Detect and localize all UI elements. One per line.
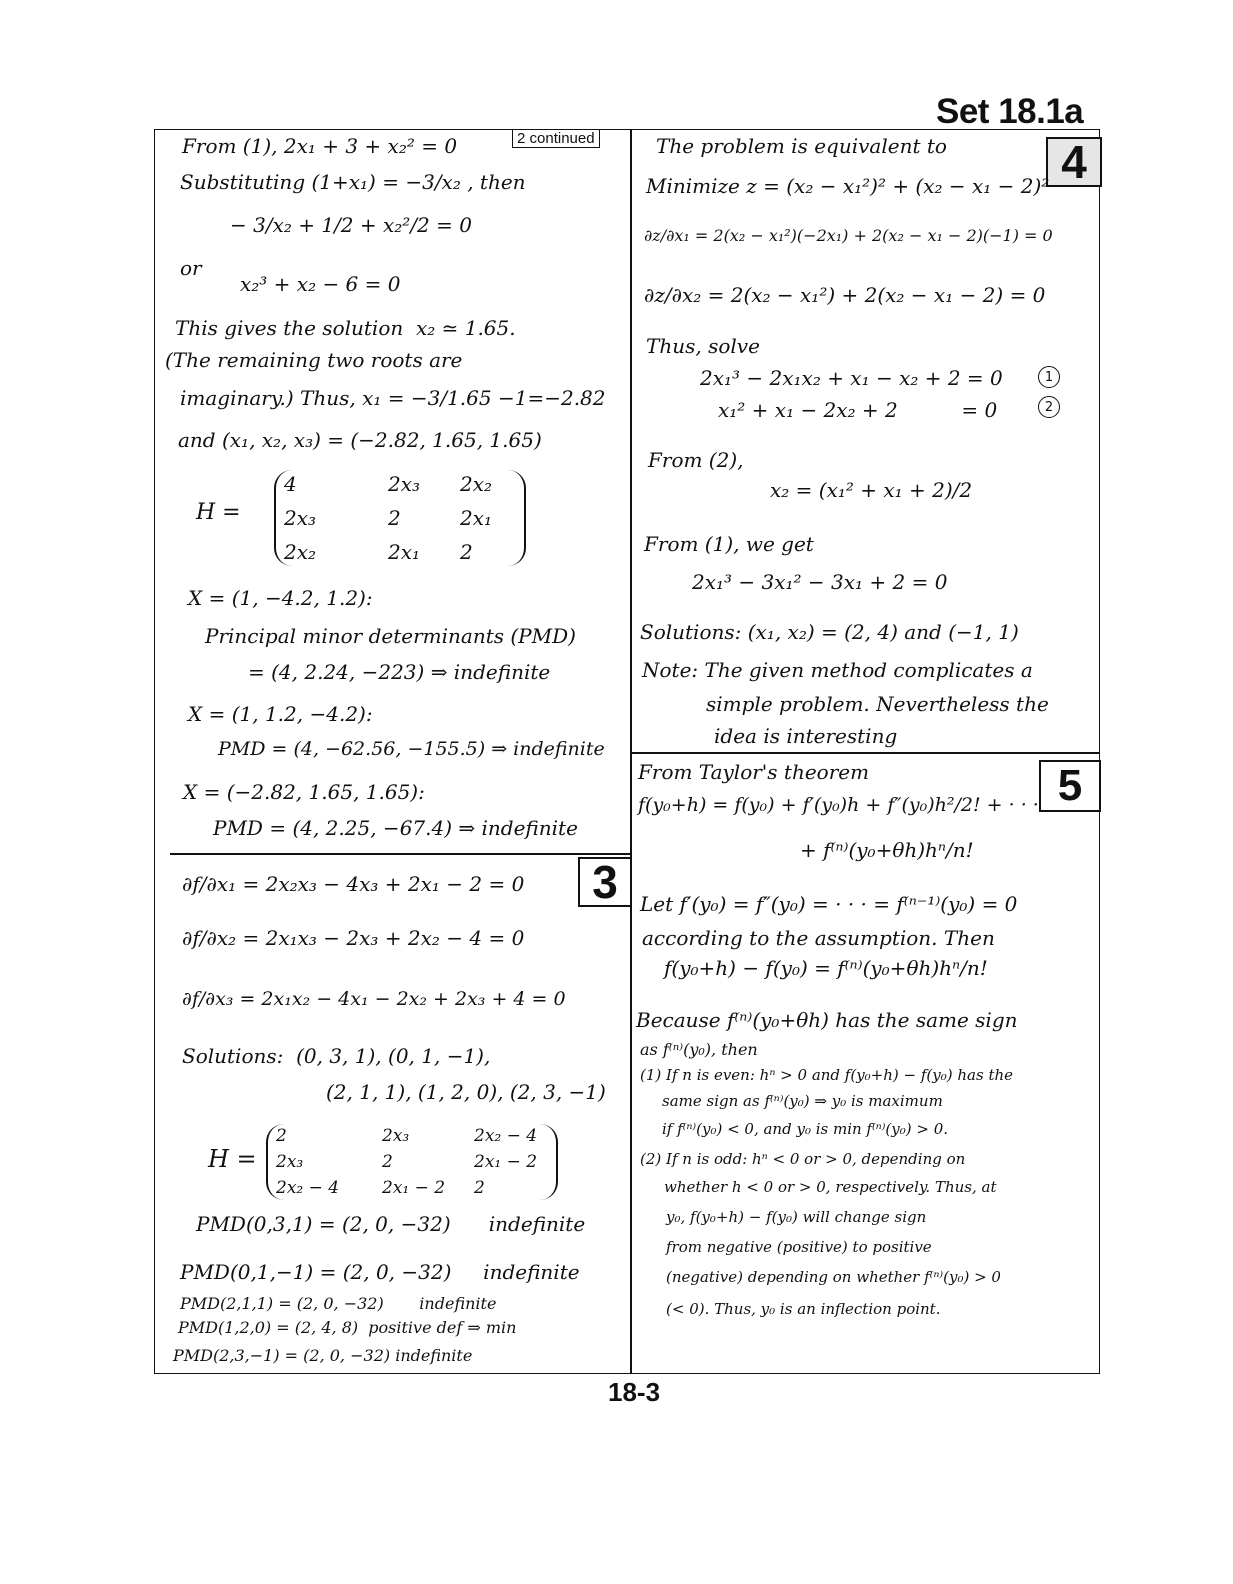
- solution-line: ∂f/∂x₂ = 2x₁x₃ − 2x₃ + 2x₂ − 4 = 0: [182, 926, 525, 950]
- solution-line: simple problem. Nevertheless the: [706, 692, 1049, 716]
- solution-line: PMD(0,1,−1) = (2, 0, −32) indefinite: [180, 1260, 580, 1284]
- solution-line: y₀, f(y₀+h) − f(y₀) will change sign: [666, 1208, 927, 1226]
- solution-line: PMD = (4, −62.56, −155.5) ⇒ indefinite: [218, 738, 605, 760]
- solution-line: according to the assumption. Then: [642, 926, 995, 950]
- solution-line: This gives the solution x₂ ≃ 1.65.: [175, 316, 516, 340]
- matrix-cell: 2x₂ − 4: [474, 1126, 538, 1146]
- solution-line: Because f⁽ⁿ⁾(y₀+θh) has the same sign: [636, 1008, 1018, 1032]
- problem-number-4: 4: [1046, 137, 1102, 187]
- solution-line: f(y₀+h) = f(y₀) + f′(y₀)h + f″(y₀)h²/2! + · · ·: [638, 794, 1039, 816]
- solution-line: 2x₁³ − 2x₁x₂ + x₁ − x₂ + 2 = 0: [700, 366, 1003, 390]
- solution-line: (2, 1, 1), (1, 2, 0), (2, 3, −1): [326, 1080, 606, 1104]
- matrix-cell: 2x₂ − 4: [276, 1178, 340, 1198]
- solution-line: From (1), we get: [644, 532, 814, 556]
- hessian-label: H =: [196, 500, 241, 525]
- equation-marker: 1: [1038, 366, 1060, 388]
- solution-line: (2) If n is odd: hⁿ < 0 or > 0, depending on: [640, 1150, 966, 1168]
- set-title: Set 18.1a: [936, 92, 1084, 131]
- solution-line: or: [180, 256, 202, 280]
- solution-line: X = (1, −4.2, 1.2):: [188, 586, 373, 610]
- solution-line: same sign as f⁽ⁿ⁾(y₀) ⇒ y₀ is maximum: [662, 1092, 943, 1110]
- solution-line: from negative (positive) to positive: [666, 1238, 932, 1256]
- matrix-cell: 2x₁: [388, 540, 421, 564]
- matrix-cell: 2: [382, 1152, 393, 1172]
- matrix-cell: 2x₃: [284, 506, 317, 530]
- solution-line: ∂z/∂x₁ = 2(x₂ − x₁²)(−2x₁) + 2(x₂ − x₁ − 2)(−1) = 0: [644, 226, 1053, 245]
- section-divider-left: [170, 853, 630, 855]
- matrix-cell: 2x₃: [382, 1126, 410, 1146]
- matrix-cell: 2: [460, 540, 473, 564]
- solution-line: Solutions: (x₁, x₂) = (2, 4) and (−1, 1): [640, 620, 1019, 644]
- solution-line: ∂f/∂x₃ = 2x₁x₂ − 4x₁ − 2x₂ + 2x₃ + 4 = 0: [182, 988, 566, 1010]
- solution-line: PMD(0,3,1) = (2, 0, −32) indefinite: [196, 1212, 586, 1236]
- solution-line: X = (−2.82, 1.65, 1.65):: [183, 780, 425, 804]
- solution-line: PMD(2,1,1) = (2, 0, −32) indefinite: [180, 1294, 497, 1313]
- matrix-cell: 2x₂: [284, 540, 317, 564]
- matrix-cell: 2x₃: [388, 472, 421, 496]
- equation-marker: 2: [1038, 396, 1060, 418]
- problem-number-5: 5: [1039, 760, 1101, 812]
- solution-line: PMD = (4, 2.25, −67.4) ⇒ indefinite: [213, 816, 578, 840]
- solution-line: X = (1, 1.2, −4.2):: [188, 702, 373, 726]
- matrix-cell: 2: [276, 1126, 287, 1146]
- problem-number-3: 3: [578, 857, 632, 907]
- solution-line: PMD(1,2,0) = (2, 4, 8) positive def ⇒ min: [178, 1318, 517, 1337]
- solution-line: ∂z/∂x₂ = 2(x₂ − x₁²) + 2(x₂ − x₁ − 2) = 0: [644, 283, 1046, 307]
- matrix-cell: 2x₃: [276, 1152, 304, 1172]
- solution-line: whether h < 0 or > 0, respectively. Thus, at: [664, 1178, 997, 1196]
- solution-line: x₁² + x₁ − 2x₂ + 2 = 0: [718, 398, 998, 422]
- matrix-cell: 2: [388, 506, 401, 530]
- solution-line: (< 0). Thus, y₀ is an inflection point.: [666, 1300, 941, 1318]
- section-divider-right: [631, 752, 1100, 754]
- hessian-label: H =: [208, 1145, 257, 1173]
- solution-line: 2x₁³ − 3x₁² − 3x₁ + 2 = 0: [692, 570, 948, 594]
- solution-line: and (x₁, x₂, x₃) = (−2.82, 1.65, 1.65): [178, 428, 542, 452]
- solution-line: = (4, 2.24, −223) ⇒ indefinite: [248, 660, 551, 684]
- solution-line: From (2),: [648, 448, 744, 472]
- solution-line: x₂ = (x₁² + x₁ + 2)/2: [770, 478, 973, 502]
- solution-line: Let f′(y₀) = f″(y₀) = · · · = f⁽ⁿ⁻¹⁾(y₀) = 0: [640, 892, 1018, 916]
- hessian-matrix: [266, 1124, 558, 1200]
- solution-line: x₂³ + x₂ − 6 = 0: [240, 272, 401, 296]
- solution-line: ∂f/∂x₁ = 2x₂x₃ − 4x₃ + 2x₁ − 2 = 0: [182, 872, 525, 896]
- matrix-cell: 2x₁: [460, 506, 493, 530]
- solution-line: as f⁽ⁿ⁾(y₀), then: [640, 1040, 758, 1059]
- matrix-cell: 2x₁ − 2: [382, 1178, 446, 1198]
- solution-line: f(y₀+h) − f(y₀) = f⁽ⁿ⁾(y₀+θh)hⁿ/n!: [664, 956, 988, 980]
- solution-line: Note: The given method complicates a: [642, 658, 1033, 682]
- solution-line: From (1), 2x₁ + 3 + x₂² = 0: [182, 134, 458, 158]
- solution-line: Thus, solve: [646, 334, 760, 358]
- solution-line: (The remaining two roots are: [165, 348, 463, 372]
- matrix-cell: 2x₁ − 2: [474, 1152, 538, 1172]
- solution-line: idea is interesting: [714, 724, 898, 748]
- solution-line: + f⁽ⁿ⁾(y₀+θh)hⁿ/n!: [800, 838, 974, 862]
- solution-line: imaginary.) Thus, x₁ = −3/1.65 −1=−2.82: [180, 386, 606, 410]
- solution-line: From Taylor's theorem: [638, 760, 870, 784]
- solution-line: PMD(2,3,−1) = (2, 0, −32) indefinite: [173, 1346, 473, 1365]
- solution-line: Minimize z = (x₂ − x₁²)² + (x₂ − x₁ − 2)²: [646, 174, 1050, 198]
- solution-line: − 3/x₂ + 1/2 + x₂²/2 = 0: [230, 213, 472, 237]
- solution-line: (1) If n is even: hⁿ > 0 and f(y₀+h) − f(y₀) has the: [640, 1066, 1014, 1084]
- hessian-matrix: [274, 470, 526, 566]
- continued-tag: 2 continued: [512, 130, 600, 148]
- solution-line: Solutions: (0, 3, 1), (0, 1, −1),: [182, 1044, 491, 1068]
- solution-line: The problem is equivalent to: [656, 134, 947, 158]
- solution-line: Principal minor determinants (PMD): [205, 624, 576, 648]
- matrix-cell: 2: [474, 1178, 485, 1198]
- matrix-cell: 2x₂: [460, 472, 493, 496]
- solution-line: Substituting (1+x₁) = −3/x₂ , then: [180, 170, 526, 194]
- solution-line: if f⁽ⁿ⁾(y₀) < 0, and y₀ is min f⁽ⁿ⁾(y₀) > 0.: [662, 1120, 949, 1138]
- solution-line: (negative) depending on whether f⁽ⁿ⁾(y₀) > 0: [666, 1268, 1001, 1286]
- page-number: 18-3: [608, 1377, 661, 1407]
- matrix-cell: 4: [284, 472, 297, 496]
